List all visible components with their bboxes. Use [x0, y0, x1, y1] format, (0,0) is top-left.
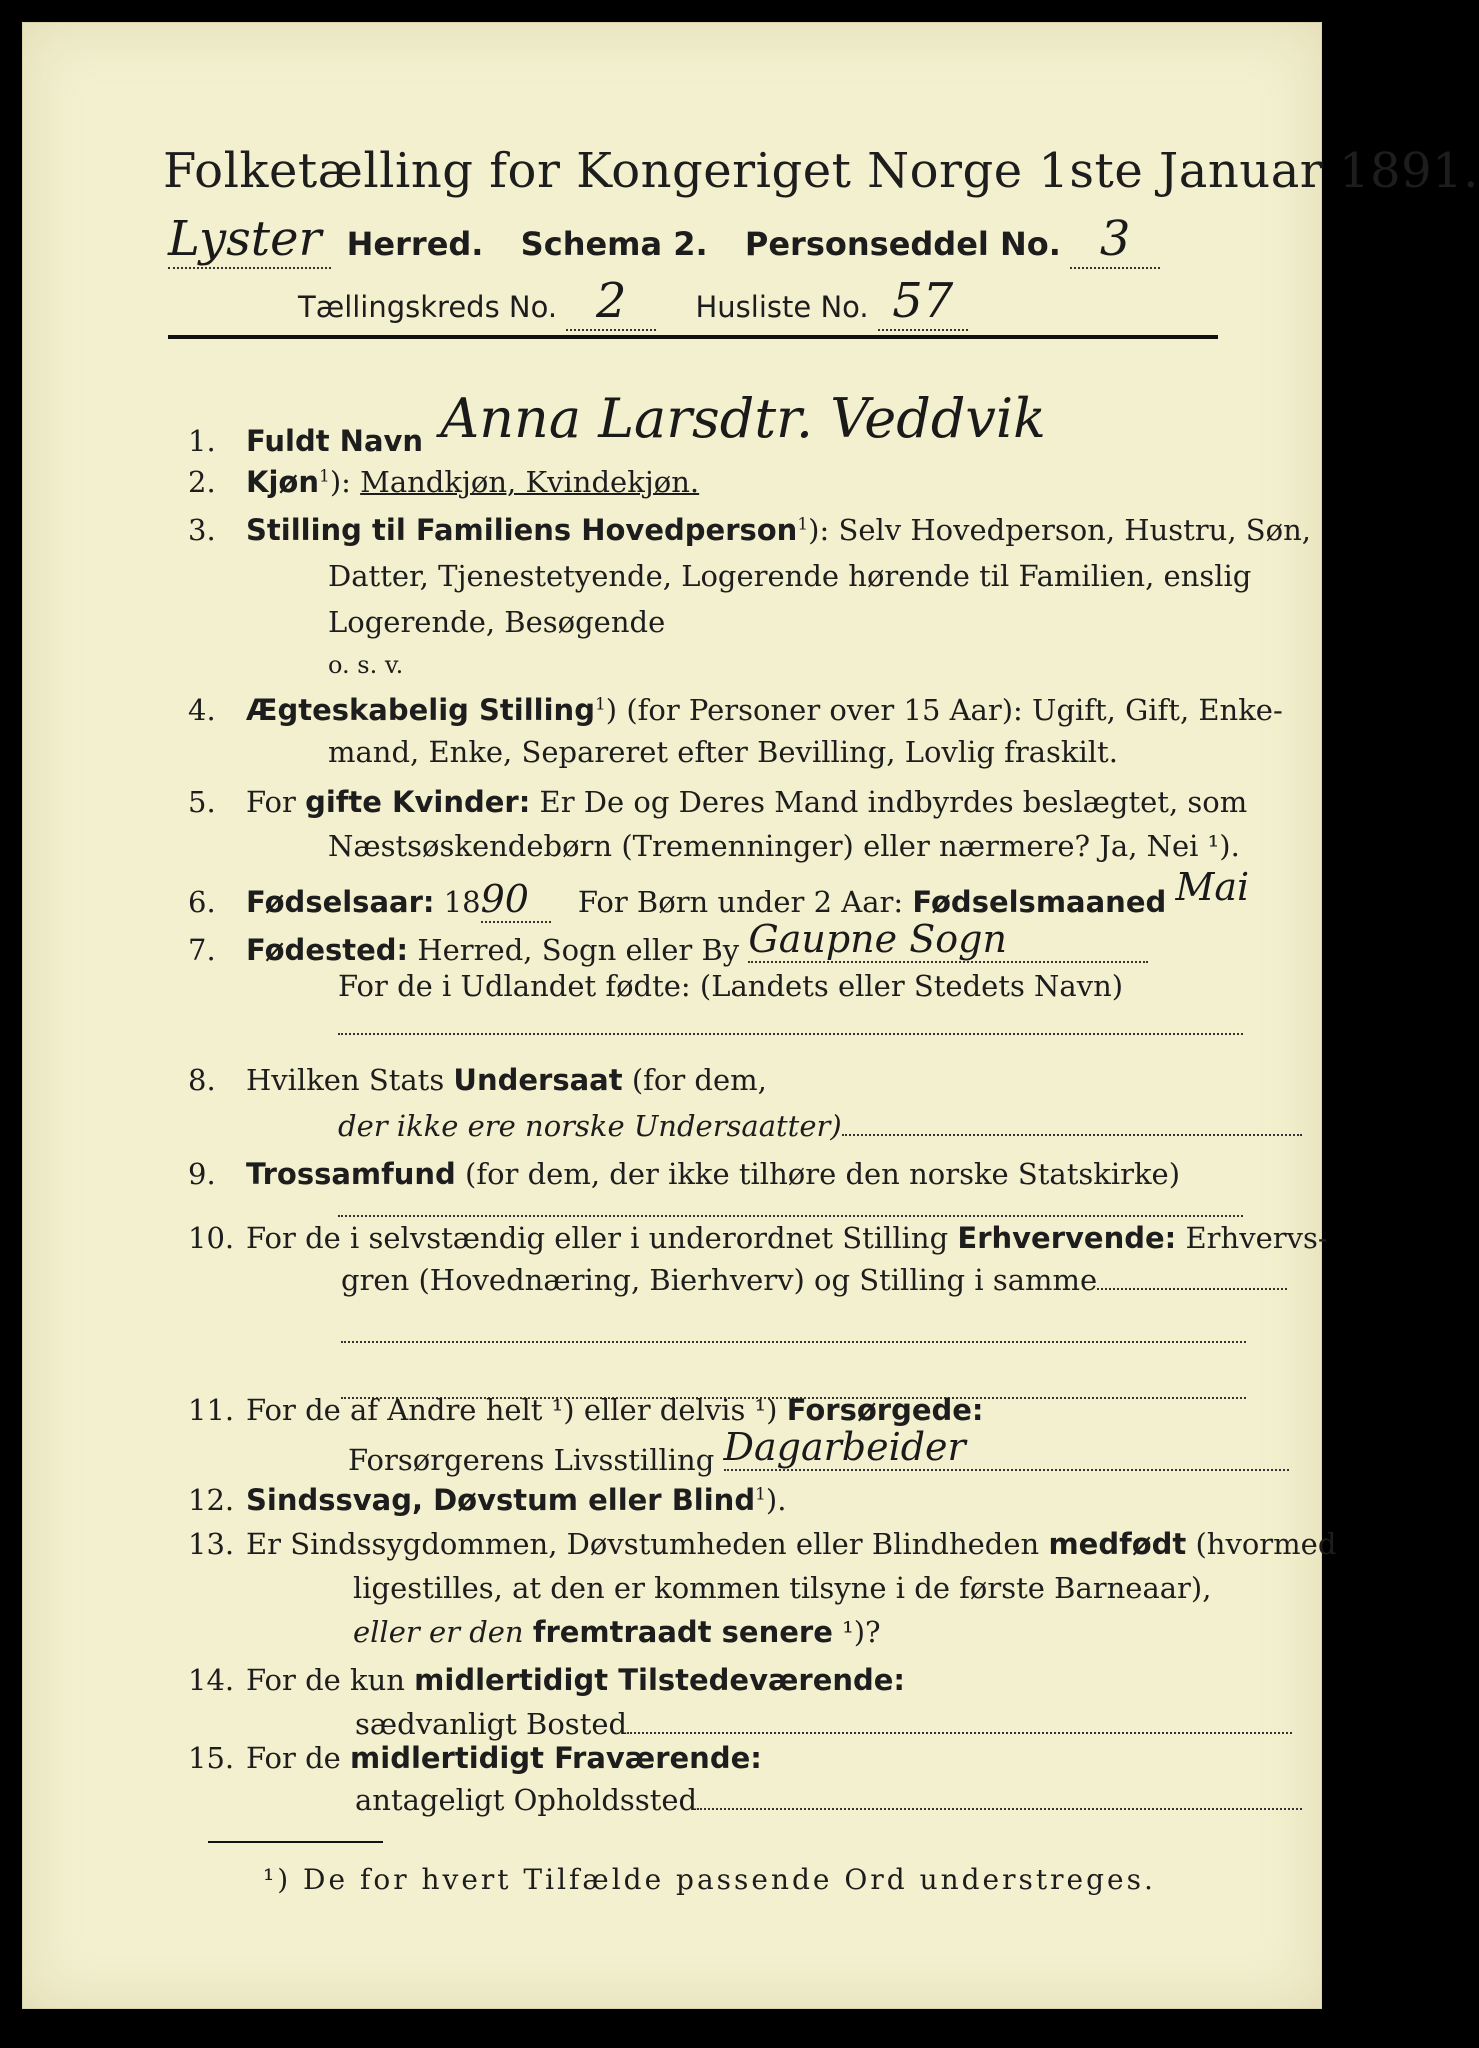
- q12-number: 12.: [188, 1483, 235, 1517]
- q6-month-handwritten: Mai: [1175, 865, 1250, 909]
- herred-handwritten: Lyster: [168, 211, 331, 269]
- q5-row: [188, 785, 1247, 819]
- q1-handwritten-name: Anna Larsdtr. Veddvik: [440, 387, 1046, 450]
- q14-number: 14.: [188, 1663, 235, 1697]
- personseddel-label: Personseddel No.: [744, 225, 1061, 263]
- q9-row: [188, 1157, 1180, 1191]
- q3-text-2: Datter, Tjenestetyende, Logerende hørende til Familien, enslig: [328, 559, 1252, 593]
- q6-year-handwritten: 90: [481, 877, 551, 923]
- q2-options: Mandkjøn, Kvindekjøn.: [360, 465, 700, 499]
- q15-pre: For de: [246, 1741, 341, 1775]
- q11-handwritten-occupation: Dagarbeider: [724, 1425, 1289, 1471]
- q15-row-2: [355, 1783, 1302, 1817]
- q10-row: [188, 1221, 1328, 1255]
- q12-post: ).: [765, 1483, 787, 1517]
- q12-label: Sindssvag, Døvstum eller Blind: [246, 1483, 756, 1517]
- q12-sup: 1: [755, 1484, 766, 1505]
- q13-text: (hvormed: [1195, 1527, 1337, 1561]
- q5-text-1: Er De og Deres Mand indbyrdes beslægtet, som: [539, 785, 1248, 819]
- q9-text: (for dem, der ikke tilhøre den norske Statskirke): [465, 1157, 1181, 1191]
- footnote: ¹) De for hvert Tilfælde passende Ord understreges.: [263, 1863, 1156, 1896]
- q1-row: [188, 387, 1046, 464]
- q6-label-2: Fødselsmaaned: [912, 885, 1167, 919]
- q3-text-4: o. s. v.: [328, 651, 404, 679]
- q15-blank-line: [697, 1808, 1302, 1810]
- q15-label: midlertidigt Fraværende:: [350, 1741, 762, 1775]
- q2-sup: 1: [318, 466, 330, 487]
- q1-label: Fuldt Navn: [246, 424, 424, 458]
- q4-number: 4.: [188, 693, 216, 727]
- q13-number: 13.: [188, 1527, 235, 1561]
- q8-text-2: der ikke ere norske Undersaatter): [338, 1109, 842, 1143]
- q9-label: Trossamfund: [246, 1157, 456, 1191]
- q7-label: Fødested:: [246, 933, 409, 967]
- q7-blank-line: [338, 1033, 1243, 1035]
- q7-handwritten-place: Gaupne Sogn: [748, 917, 1148, 963]
- q14-label: midlertidigt Tilstedeværende:: [414, 1663, 906, 1697]
- q2-number: 2.: [188, 465, 216, 499]
- q5-pre: For: [246, 785, 296, 819]
- q13-label-3: fremtraadt senere: [532, 1615, 833, 1649]
- q11-number: 11.: [188, 1393, 235, 1427]
- q7-number: 7.: [188, 933, 216, 967]
- q8-blank-line: [842, 1134, 1302, 1136]
- q4-label: Ægteskabelig Stilling: [246, 693, 595, 727]
- q4-text-2: mand, Enke, Separeret efter Bevilling, Lovlig fraskilt.: [328, 735, 1118, 769]
- census-form-page: [22, 22, 1479, 2009]
- q13-row: [188, 1527, 1336, 1561]
- kreds-line: [298, 273, 968, 331]
- q13-row-3: [353, 1615, 881, 1649]
- q6-text: For Børn under 2 Aar:: [577, 885, 904, 919]
- footnote-divider: [208, 1841, 383, 1843]
- header-divider: [168, 335, 1218, 339]
- q15-number: 15.: [188, 1741, 235, 1775]
- q4-text-1: (for Personer over 15 Aar): Ugift, Gift, Enke-: [626, 693, 1283, 727]
- q3-number: 3.: [188, 513, 216, 547]
- q4-row: 4. Ægteskabelig Stilling$^1$) (for Personer over 15 Aar): Ugift, Gift, Enke-: [188, 693, 1283, 727]
- q11-pre: For de af Andre helt ¹) eller delvis ¹): [246, 1393, 778, 1427]
- q5-number: 5.: [188, 785, 216, 819]
- q3-text-1: Selv Hovedperson, Hustru, Søn,: [838, 513, 1311, 547]
- q14-blank-line: [627, 1732, 1292, 1734]
- q9-number: 9.: [188, 1157, 216, 1191]
- q7-row: [188, 917, 1148, 971]
- q10-blank-line-1: [1097, 1288, 1287, 1290]
- q7-text: Herred, Sogn eller By: [417, 933, 740, 967]
- q3-row: 3. Stilling til Familiens Hovedperson$^1$): Selv Hovedperson, Hustru, Søn,: [188, 513, 1311, 547]
- q13-text-3a: eller er den: [353, 1615, 524, 1649]
- q10-label: Erhvervende:: [957, 1221, 1177, 1255]
- q15-row: [188, 1741, 762, 1775]
- q10-blank-line-2: [341, 1341, 1246, 1343]
- schema-label: Schema 2.: [520, 225, 708, 263]
- q11-label: Forsørgede:: [786, 1393, 984, 1427]
- q13-label: medfødt: [1048, 1527, 1187, 1561]
- q8-row: [188, 1063, 767, 1097]
- q8-text: (for dem,: [631, 1063, 767, 1097]
- q10-row-2: [341, 1263, 1287, 1297]
- q11-text-2: Forsørgerens Livsstilling: [348, 1443, 715, 1477]
- q5-label: gifte Kvinder:: [305, 785, 531, 819]
- q15-text-2: antageligt Opholdssted: [355, 1783, 698, 1817]
- q6-label: Fødselsaar:: [246, 885, 435, 919]
- q8-label: Undersaat: [453, 1063, 623, 1097]
- personseddel-handwritten: 3: [1070, 211, 1160, 269]
- q12-row: [188, 1483, 786, 1517]
- q10-number: 10.: [188, 1221, 235, 1255]
- q10-pre: For de i selvstændig eller i underordnet Stilling: [246, 1221, 949, 1255]
- q2-row: 2. Kjøn$^1$): Mandkjøn, Kvindekjøn.: [188, 465, 700, 499]
- kreds-label: Tællingskreds No.: [298, 290, 558, 324]
- q10-text-2: gren (Hovednæring, Bierhverv) og Stilling i samme: [341, 1263, 1098, 1297]
- q9-blank-line: [338, 1215, 1243, 1217]
- q10-text: Erhvervs-: [1185, 1221, 1328, 1255]
- q3-label: Stilling til Familiens Hovedperson: [246, 513, 798, 547]
- q14-row-2: [355, 1707, 1292, 1741]
- q1-number: 1.: [188, 424, 216, 458]
- q4-sup: 1: [594, 694, 606, 715]
- q3-text-3: Logerende, Besøgende: [328, 605, 666, 639]
- husliste-label: Husliste No.: [695, 290, 869, 324]
- q7-text-2: For de i Udlandet fødte: (Landets eller Stedets Navn): [338, 969, 1124, 1003]
- husliste-handwritten: 57: [878, 273, 968, 331]
- q13-text-2: ligestilles, at den er kommen tilsyne i de første Barneaar),: [353, 1571, 1212, 1605]
- herred-line: [168, 211, 1160, 269]
- q3-sup: 1: [797, 514, 809, 535]
- q8-row-2: [338, 1109, 1302, 1143]
- form-title: Folketælling for Kongeriget Norge 1ste Januar 1891.: [163, 143, 1479, 199]
- q11-row: [188, 1393, 984, 1427]
- herred-label: Herred.: [346, 225, 484, 263]
- q11-row-2: [348, 1425, 1289, 1481]
- q14-text-2: sædvanligt Bosted: [355, 1707, 628, 1741]
- q14-pre: For de kun: [246, 1663, 405, 1697]
- q5-text-2: Næstsøskendebørn (Tremenninger) eller nærmere? Ja, Nei ¹).: [328, 829, 1240, 863]
- q14-row: [188, 1663, 905, 1697]
- q6-year-prefix: 18: [443, 885, 481, 919]
- q6-number: 6.: [188, 885, 216, 919]
- q13-text-3b: ¹)?: [842, 1615, 881, 1649]
- kreds-handwritten: 2: [566, 273, 656, 331]
- q8-pre: Hvilken Stats: [246, 1063, 445, 1097]
- q8-number: 8.: [188, 1063, 216, 1097]
- q13-pre: Er Sindssygdommen, Døvstumheden eller Blindheden: [246, 1527, 1040, 1561]
- q2-label: Kjøn: [246, 465, 319, 499]
